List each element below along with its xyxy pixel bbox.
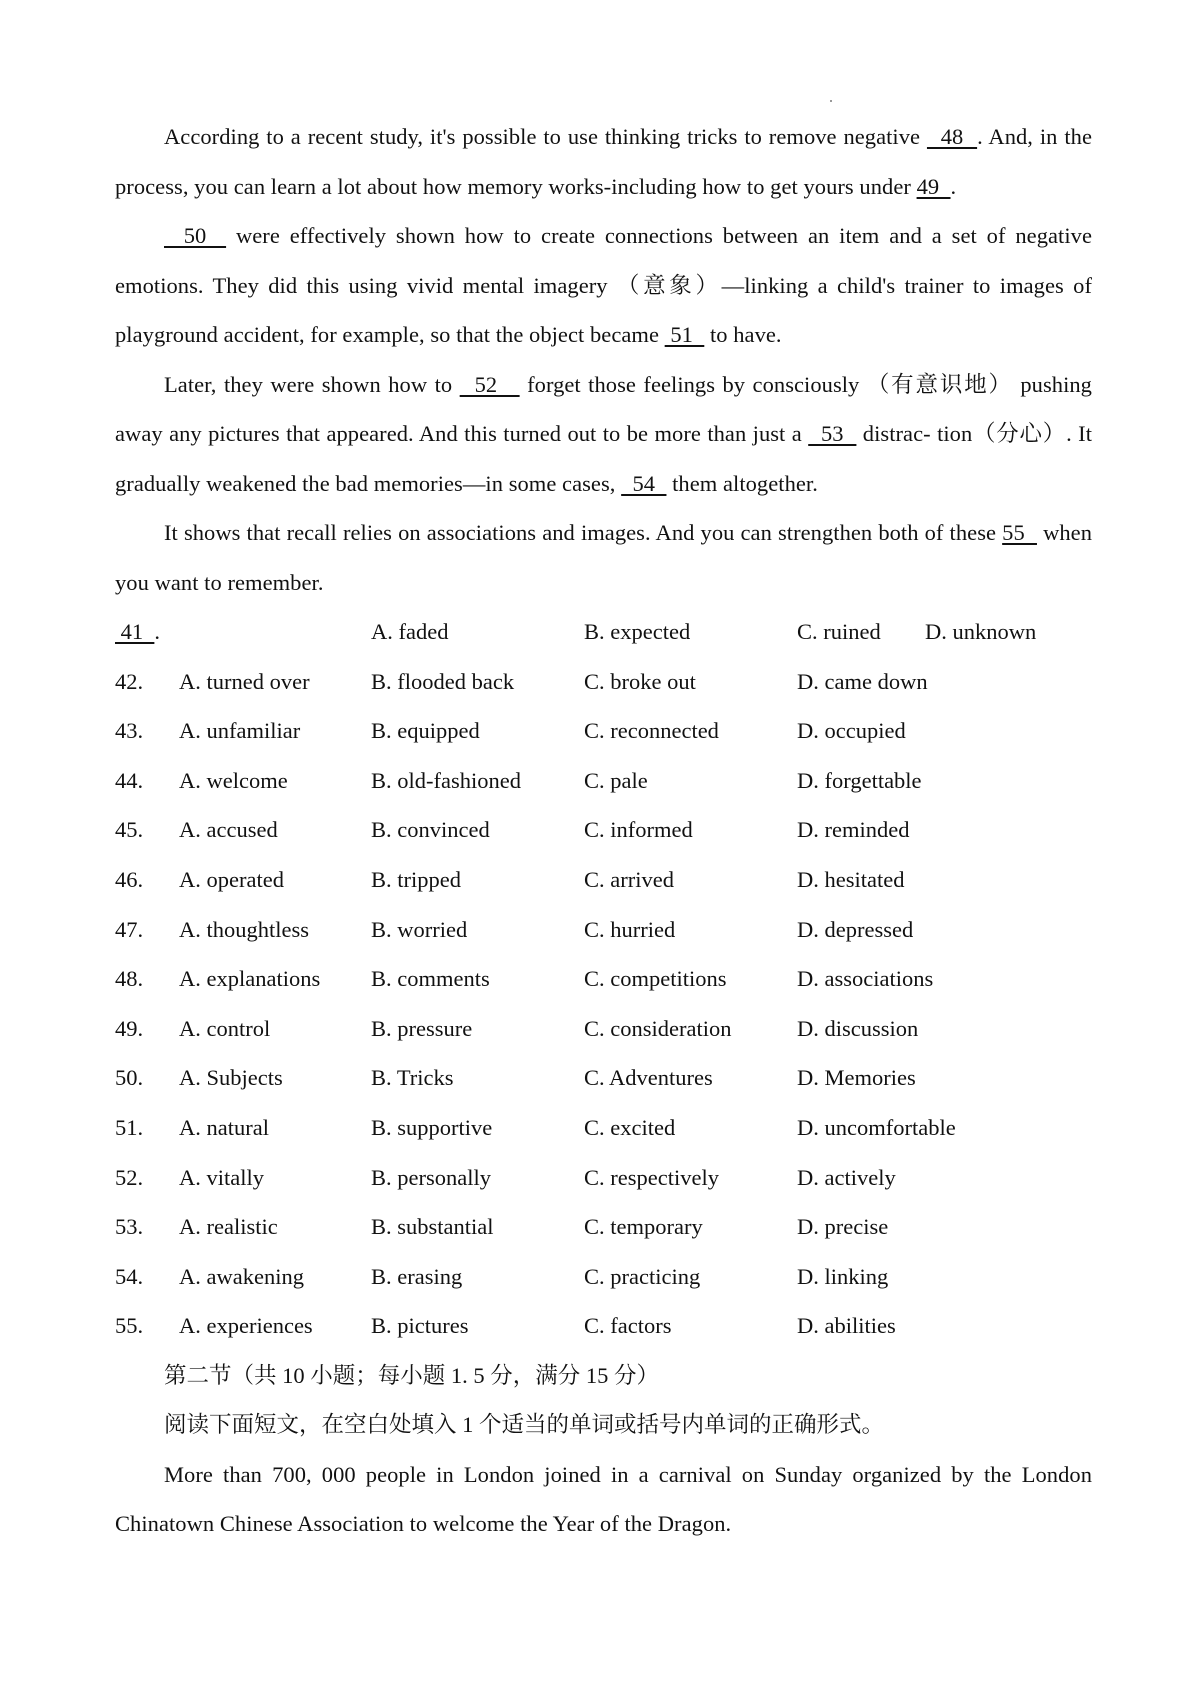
option-d: D. precise bbox=[797, 1214, 889, 1240]
option-d: D. reminded bbox=[797, 817, 910, 843]
option-row bbox=[115, 905, 1092, 955]
question-number: 51. bbox=[115, 1114, 144, 1140]
option-row bbox=[115, 954, 1092, 1004]
option-a: A. welcome bbox=[179, 767, 288, 793]
passage-paragraph-2 bbox=[115, 211, 1092, 360]
blank-49: 49 bbox=[916, 173, 951, 199]
stray-dot bbox=[830, 100, 832, 102]
option-c: C. competitions bbox=[584, 966, 727, 992]
question-number: 55. bbox=[115, 1313, 144, 1339]
option-c: C. broke out bbox=[584, 668, 696, 694]
option-a: A. control bbox=[179, 1015, 271, 1041]
option-b: B. comments bbox=[371, 966, 490, 992]
passage-paragraph-1 bbox=[115, 112, 1092, 211]
option-row-41 bbox=[115, 607, 1092, 657]
text: distrac- tion（分心）. It gradually weakened the bad memories—in some cases, bbox=[115, 421, 1092, 496]
option-a: A. natural bbox=[179, 1114, 269, 1140]
option-c: C. reconnected bbox=[584, 718, 719, 744]
option-b: B. personally bbox=[371, 1164, 491, 1190]
option-c: C. hurried bbox=[584, 916, 676, 942]
section-instruction: 阅读下面短文，在空白处填入 1 个适当的单词或括号内单词的正确形式。 bbox=[164, 1412, 885, 1438]
section-passage: More than 700, 000 people in London joined in a carnival on Sunday organized by the London Chinatown Chinese Association to welcome the Year of the Dragon. bbox=[115, 1461, 1092, 1537]
passage-paragraph-3 bbox=[115, 360, 1092, 509]
passage-paragraph-4 bbox=[115, 508, 1092, 607]
option-c: C. factors bbox=[584, 1313, 672, 1339]
option-row bbox=[115, 1252, 1092, 1302]
option-row bbox=[115, 657, 1092, 707]
option-c: C. practicing bbox=[584, 1263, 701, 1289]
option-row bbox=[115, 1103, 1092, 1153]
option-a: A. vitally bbox=[179, 1164, 264, 1190]
exam-page bbox=[115, 112, 1092, 1549]
option-b: B. worried bbox=[371, 916, 468, 942]
blank-52: 52 bbox=[459, 371, 520, 397]
option-a: A. experiences bbox=[179, 1313, 313, 1339]
text: were effectively shown how to create connections between an item and a set of negative emotions. They did this using vivid mental imagery （意象）—linking a child's trainer to images of playground accident, for example, so that the object became bbox=[115, 223, 1092, 347]
option-c: C. pale bbox=[584, 767, 648, 793]
option-d: D. came down bbox=[797, 668, 928, 694]
option-row bbox=[115, 1053, 1092, 1103]
option-c: C. ruined bbox=[797, 619, 881, 644]
option-c: C. temporary bbox=[584, 1214, 703, 1240]
option-c: C. respectively bbox=[584, 1164, 719, 1190]
option-b: B. pressure bbox=[371, 1015, 473, 1041]
option-b: B. substantial bbox=[371, 1214, 494, 1240]
option-d: D. discussion bbox=[797, 1015, 919, 1041]
text: when you want to remember. bbox=[115, 520, 1093, 595]
option-row bbox=[115, 1153, 1092, 1203]
question-number: 42. bbox=[115, 668, 144, 694]
question-number: 45. bbox=[115, 817, 144, 843]
option-row bbox=[115, 756, 1092, 806]
text: forget those feelings by consciously （有意识地） pushing away any pictures that appeared. And this turned out to be more than just a bbox=[115, 371, 1092, 446]
option-a: A. operated bbox=[179, 866, 284, 892]
option-d: D. forgettable bbox=[797, 767, 922, 793]
blank-51: 51 bbox=[664, 322, 705, 347]
question-number: 41 . bbox=[115, 619, 160, 644]
option-c: C. arrived bbox=[584, 866, 674, 892]
option-a: A. accused bbox=[179, 817, 278, 843]
option-d: D. hesitated bbox=[797, 866, 905, 892]
section-heading: 第二节（共 10 小题；每小题 1. 5 分，满分 15 分） bbox=[164, 1362, 660, 1388]
option-row bbox=[115, 706, 1092, 756]
option-b: B. expected bbox=[584, 619, 691, 644]
question-number: 47. bbox=[115, 916, 144, 942]
question-number: 44. bbox=[115, 767, 144, 793]
option-a: A. unfamiliar bbox=[179, 718, 301, 744]
option-b: B. flooded back bbox=[371, 668, 515, 694]
text: According to a recent study, it's possible to use thinking tricks to remove negative bbox=[164, 124, 927, 149]
text: . And, in the process, you can learn a lot about how memory works-including how to get yours under bbox=[115, 124, 1092, 199]
question-number: 48. bbox=[115, 966, 144, 992]
question-number: 46. bbox=[115, 866, 144, 892]
option-d: D. abilities bbox=[797, 1313, 896, 1339]
option-b: B. Tricks bbox=[371, 1065, 454, 1091]
option-a: A. Subjects bbox=[179, 1065, 283, 1091]
question-number: 43. bbox=[115, 718, 144, 744]
option-d: D. Memories bbox=[797, 1065, 916, 1091]
option-d: D. linking bbox=[797, 1263, 889, 1289]
option-row bbox=[115, 805, 1092, 855]
option-c: C. informed bbox=[584, 817, 693, 843]
option-a: A. turned over bbox=[179, 668, 310, 694]
option-c: C. consideration bbox=[584, 1015, 732, 1041]
option-c: C. Adventures bbox=[584, 1065, 713, 1091]
blank-48: 48 bbox=[926, 124, 978, 149]
question-number: 52. bbox=[115, 1164, 144, 1190]
question-number: 49. bbox=[115, 1015, 144, 1041]
option-d: D. actively bbox=[797, 1164, 896, 1190]
option-b: B. old-fashioned bbox=[371, 767, 521, 793]
option-a: A. realistic bbox=[179, 1214, 278, 1240]
question-number: 53. bbox=[115, 1214, 144, 1240]
option-b: B. pictures bbox=[371, 1313, 469, 1339]
option-d: D. depressed bbox=[797, 916, 914, 942]
option-row bbox=[115, 1301, 1092, 1351]
blank-54: 54 bbox=[621, 470, 667, 496]
option-row bbox=[115, 1202, 1092, 1252]
option-a: A. thoughtless bbox=[179, 916, 310, 942]
option-b: B. convinced bbox=[371, 817, 490, 843]
blank-41: 41 bbox=[115, 619, 155, 644]
blank-53: 53 bbox=[808, 421, 857, 446]
option-d: D. occupied bbox=[797, 718, 906, 744]
text: . bbox=[950, 173, 957, 199]
option-b: B. supportive bbox=[371, 1114, 493, 1140]
text: It shows that recall relies on associations and images. And you can strengthen both of these bbox=[164, 520, 1003, 545]
option-b: B. equipped bbox=[371, 718, 480, 744]
option-d: D. uncomfortable bbox=[797, 1114, 956, 1140]
option-a: A. faded bbox=[371, 619, 449, 644]
option-b: B. tripped bbox=[371, 866, 461, 892]
option-d: D. associations bbox=[797, 966, 934, 992]
text: to have. bbox=[704, 322, 782, 347]
option-b: B. erasing bbox=[371, 1263, 463, 1289]
option-c: C. excited bbox=[584, 1114, 676, 1140]
question-number: 50. bbox=[115, 1065, 144, 1091]
option-d: D. unknown bbox=[925, 619, 1037, 644]
question-number: 54. bbox=[115, 1263, 144, 1289]
blank-50: 50 bbox=[164, 223, 227, 248]
options-list bbox=[115, 607, 1092, 1351]
option-a: A. awakening bbox=[179, 1263, 304, 1289]
text: them altogether. bbox=[666, 470, 818, 496]
option-row bbox=[115, 1004, 1092, 1054]
text: Later, they were shown how to bbox=[164, 371, 460, 397]
option-a: A. explanations bbox=[179, 966, 321, 992]
option-row bbox=[115, 855, 1092, 905]
blank-55: 55 bbox=[1002, 520, 1037, 545]
